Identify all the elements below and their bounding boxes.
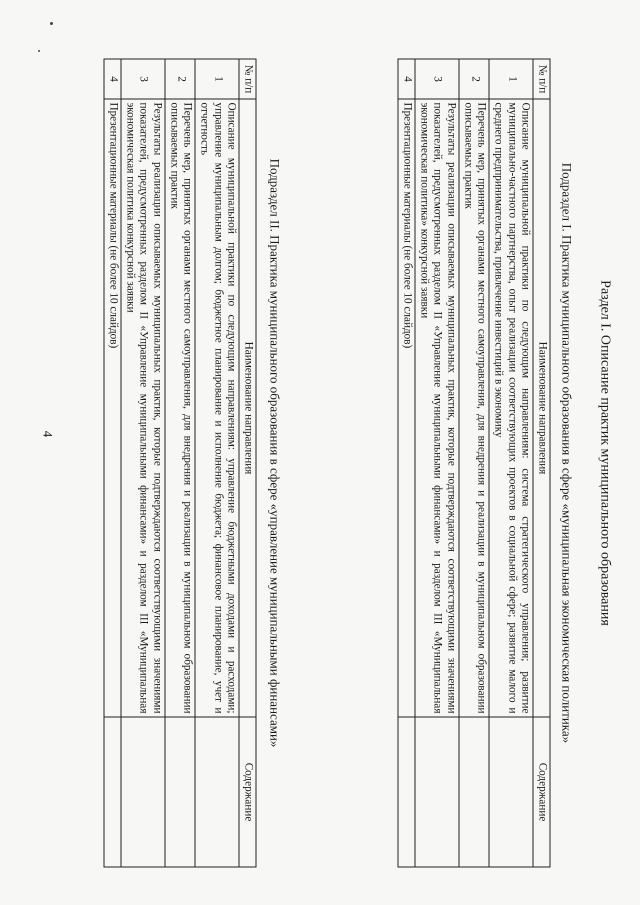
row-content-cell [165,717,195,867]
header-name: Наименование направления [239,99,256,717]
row-number: 3 [415,59,459,99]
row-direction: Презентационные материалы (не более 10 слайдов) [398,99,415,717]
row-content-cell [489,717,533,867]
row-content-cell [398,717,415,867]
row-direction: Описание муниципальной практики по следующим направлениям: система стратегического управления; развитие муниципально-частного партнерства, опыт реализации соответствующих проектов в социальной сфере; развитие малого и среднего предпринимательства, привлечение инвестиций в экономику [489,99,533,717]
header-name: Наименование направления [533,99,550,717]
table-row [121,59,165,867]
row-direction: Презентационные материалы (не более 10 слайдов) [104,99,121,717]
table-row [104,59,121,867]
table-row [195,59,239,867]
table-row [398,59,415,867]
row-direction: Перечень мер, принятых органами местного самоуправления, для внедрения и реализации в муниципальном образовании описываемых практик [165,99,195,717]
subsection-title-1: Подраздел I. Практика муниципального образования в сфере «муниципальная экономическая политика» [559,162,574,743]
row-number: 2 [459,59,489,99]
practice-table-1 [397,58,550,867]
row-content-cell [459,717,489,867]
row-number: 2 [165,59,195,99]
row-number: 4 [104,59,121,99]
row-direction: Описание муниципальной практики по следующим направлениям: управление бюджетными доходами и расходами; управление муниципальным долгом; бюджетное планирование и исполнение бюджета; финансовое планирование, учет и отчетность [195,99,239,717]
table-row [415,59,459,867]
table-header-row [533,59,550,867]
page-number: 4 [40,430,56,438]
row-number: 1 [195,59,239,99]
row-direction: Результаты реализации описываемых муниципальных практик, которые подтверждаются соответствующими значениями показателей, предусмотренных разделом II «Управление муниципальными финансами» и разделом III «Муниципальная экономическая политика конкурсной заявки [121,99,165,717]
row-content-cell [104,717,121,867]
practice-table-2 [103,58,256,867]
row-number: 1 [489,59,533,99]
row-content-cell [195,717,239,867]
row-direction: Перечень мер, принятых органами местного самоуправления, для внедрения и реализации в муниципальном образовании описываемых практик [459,99,489,717]
row-number: 3 [121,59,165,99]
row-content-cell [121,717,165,867]
subsection-title-2: Подраздел II. Практика муниципального образования в сфере «управление муниципальными финансами» [267,158,282,747]
header-content: Содержание [533,717,550,867]
row-direction: Результаты реализации описываемых муниципальных практик, которые подтверждаются соответствующими значениями показателей, предусмотренных разделом II «Управление муниципальными финансами» и разделом III «Муниципальная экономическая политика» конкурсной заявки [415,99,459,717]
table-row [459,59,489,867]
table-header-row [239,59,256,867]
row-number: 4 [398,59,415,99]
section-title: Раздел I. Описание практик муниципального образования [597,279,612,626]
header-num: № п/п [239,59,256,99]
header-num: № п/п [533,59,550,99]
table-row [165,59,195,867]
row-content-cell [415,717,459,867]
table-row [489,59,533,867]
header-content: Содержание [239,717,256,867]
